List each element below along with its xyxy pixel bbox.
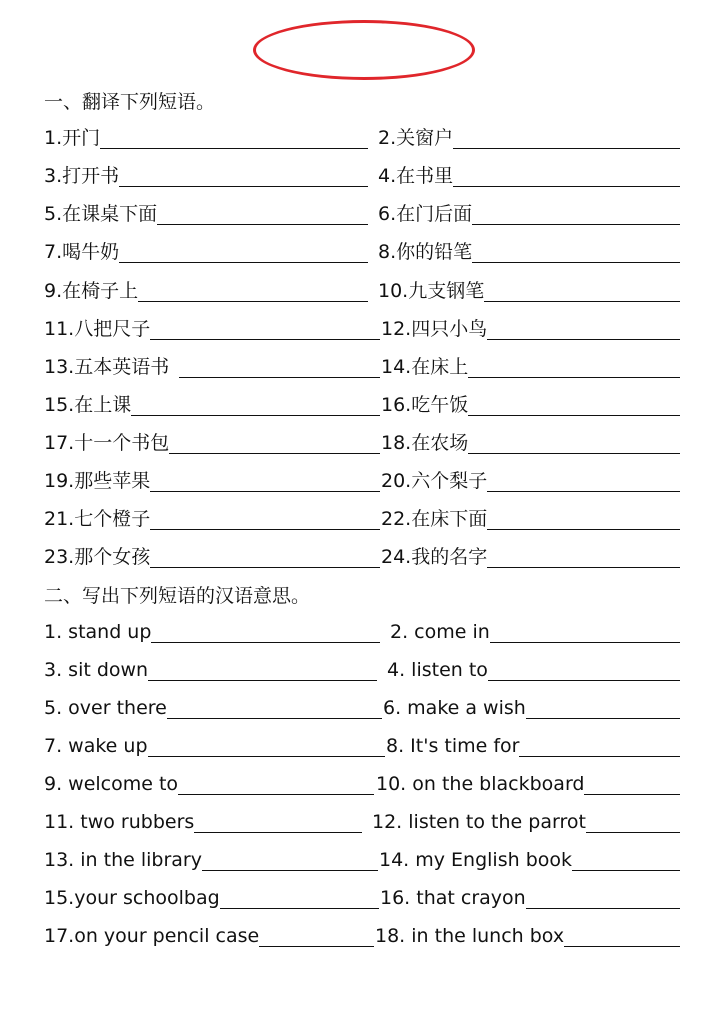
item-label: 1.开门 — [44, 127, 101, 149]
answer-blank[interactable] — [488, 680, 680, 681]
answer-blank[interactable] — [584, 794, 680, 795]
section2-row — [44, 808, 680, 836]
section2-item — [375, 922, 680, 950]
section2-item — [44, 732, 385, 760]
section1-item — [378, 238, 680, 266]
section1-row — [44, 238, 680, 266]
section2-item — [44, 618, 380, 646]
section2-item — [376, 770, 680, 798]
item-label: 10. on the blackboard — [376, 773, 585, 795]
item-label: 4.在书里 — [378, 165, 454, 187]
section1-item — [381, 353, 680, 381]
answer-blank[interactable] — [468, 377, 680, 378]
answer-blank[interactable] — [150, 339, 380, 340]
section1-item — [381, 505, 680, 533]
item-label: 5.在课桌下面 — [44, 203, 158, 225]
section1-item — [381, 315, 680, 343]
section2-row — [44, 732, 680, 760]
item-label: 24.我的名字 — [381, 546, 488, 568]
section1-item — [44, 238, 368, 266]
section1-item — [381, 467, 680, 495]
item-label: 13. in the library — [44, 849, 202, 871]
section1-row — [44, 353, 680, 381]
answer-blank[interactable] — [138, 301, 368, 302]
answer-blank[interactable] — [202, 870, 378, 871]
section1-item — [378, 200, 680, 228]
item-label: 17.十一个书包 — [44, 432, 170, 454]
answer-blank[interactable] — [148, 756, 385, 757]
answer-blank[interactable] — [131, 415, 380, 416]
item-label: 7.喝牛奶 — [44, 241, 120, 263]
section1-item — [44, 277, 368, 305]
section1-item — [44, 467, 380, 495]
answer-blank[interactable] — [586, 832, 680, 833]
section2-item — [44, 884, 379, 912]
section1-row — [44, 315, 680, 343]
section1-item — [44, 353, 380, 381]
answer-blank[interactable] — [526, 908, 680, 909]
section2-row — [44, 846, 680, 874]
answer-blank[interactable] — [468, 415, 680, 416]
item-label: 19.那些苹果 — [44, 470, 151, 492]
answer-blank[interactable] — [194, 832, 362, 833]
section1-item — [378, 162, 680, 190]
item-label: 18.在农场 — [381, 432, 469, 454]
section1-item — [378, 277, 680, 305]
item-label: 5. over there — [44, 697, 167, 719]
answer-blank[interactable] — [169, 453, 380, 454]
item-label: 17.on your pencil case — [44, 925, 260, 947]
section2-item — [44, 808, 362, 836]
section1-row — [44, 200, 680, 228]
item-label: 22.在床下面 — [381, 508, 488, 530]
item-label: 16.吃午饭 — [381, 394, 469, 416]
answer-blank[interactable] — [472, 262, 680, 263]
answer-blank[interactable] — [151, 642, 380, 643]
item-label: 20.六个梨子 — [381, 470, 488, 492]
section1-item — [44, 543, 380, 571]
section1-item — [44, 162, 368, 190]
item-label: 2.关窗户 — [378, 127, 454, 149]
answer-blank[interactable] — [150, 567, 380, 568]
section2-item — [386, 732, 680, 760]
section2-item — [44, 694, 382, 722]
section1-item — [44, 391, 380, 419]
answer-blank[interactable] — [150, 491, 380, 492]
section1-row — [44, 162, 680, 190]
item-label: 12.四只小鸟 — [381, 318, 488, 340]
answer-blank[interactable] — [220, 908, 379, 909]
section1-item — [381, 429, 680, 457]
answer-blank[interactable] — [119, 262, 368, 263]
item-label: 2. come in — [390, 621, 490, 643]
section1-row — [44, 467, 680, 495]
answer-blank[interactable] — [472, 224, 680, 225]
item-label: 10.九支钢笔 — [378, 280, 485, 302]
answer-blank[interactable] — [157, 224, 368, 225]
section1-row — [44, 277, 680, 305]
answer-blank[interactable] — [150, 529, 380, 530]
section2-item — [44, 846, 378, 874]
section2-row — [44, 618, 680, 646]
section1-item — [44, 124, 368, 152]
section1-row — [44, 505, 680, 533]
item-label: 8. It's time for — [386, 735, 520, 757]
section2-row — [44, 656, 680, 684]
answer-blank[interactable] — [259, 946, 374, 947]
item-label: 21.七个橙子 — [44, 508, 151, 530]
section2-item — [380, 884, 680, 912]
answer-blank[interactable] — [490, 642, 680, 643]
item-label: 11. two rubbers — [44, 811, 195, 833]
section2-item — [44, 656, 377, 684]
section2-item — [383, 694, 680, 722]
section1-item — [381, 543, 680, 571]
item-label: 16. that crayon — [380, 887, 526, 909]
answer-blank[interactable] — [179, 377, 380, 378]
answer-blank[interactable] — [178, 794, 374, 795]
answer-blank[interactable] — [519, 756, 680, 757]
item-label: 4. listen to — [387, 659, 488, 681]
answer-blank[interactable] — [487, 339, 680, 340]
answer-blank[interactable] — [148, 680, 377, 681]
section1-item — [44, 315, 380, 343]
answer-blank[interactable] — [564, 946, 680, 947]
item-label: 11.八把尺子 — [44, 318, 151, 340]
item-label: 3. sit down — [44, 659, 149, 681]
item-label: 13.五本英语书 — [44, 356, 170, 378]
section1-item — [44, 429, 380, 457]
section2-row — [44, 922, 680, 950]
answer-blank[interactable] — [100, 148, 368, 149]
answer-blank[interactable] — [484, 301, 680, 302]
section1-item — [44, 505, 380, 533]
item-label: 6. make a wish — [383, 697, 526, 719]
section2-row — [44, 770, 680, 798]
section1-item — [381, 391, 680, 419]
title-oval — [253, 20, 475, 80]
item-label: 14. my English book — [379, 849, 573, 871]
item-label: 6.在门后面 — [378, 203, 473, 225]
item-label: 3.打开书 — [44, 165, 120, 187]
section2-row — [44, 884, 680, 912]
section2-item — [390, 618, 680, 646]
answer-blank[interactable] — [526, 718, 680, 719]
item-label: 15.在上课 — [44, 394, 132, 416]
answer-blank[interactable] — [468, 453, 680, 454]
item-label: 8.你的铅笔 — [378, 241, 473, 263]
answer-blank[interactable] — [453, 148, 680, 149]
section2-item — [379, 846, 680, 874]
answer-blank[interactable] — [487, 567, 680, 568]
section1-item — [378, 124, 680, 152]
section1-row — [44, 124, 680, 152]
item-label: 14.在床上 — [381, 356, 469, 378]
answer-blank[interactable] — [453, 186, 680, 187]
answer-blank[interactable] — [487, 529, 680, 530]
section2-row — [44, 694, 680, 722]
item-label: 23.那个女孩 — [44, 546, 151, 568]
item-label: 18. in the lunch box — [375, 925, 565, 947]
item-label: 9. welcome to — [44, 773, 179, 795]
section1-row — [44, 543, 680, 571]
section2-item — [44, 770, 374, 798]
answer-blank[interactable] — [487, 491, 680, 492]
section2-item — [44, 922, 374, 950]
answer-blank[interactable] — [119, 186, 368, 187]
answer-blank[interactable] — [572, 870, 680, 871]
answer-blank[interactable] — [167, 718, 382, 719]
item-label: 15.your schoolbag — [44, 887, 220, 909]
item-label: 9.在椅子上 — [44, 280, 139, 302]
item-label: 12. listen to the parrot — [372, 811, 586, 833]
item-label: 7. wake up — [44, 735, 148, 757]
section1-row — [44, 429, 680, 457]
section1-item — [44, 200, 368, 228]
section2-title: 二、写出下列短语的汉语意思。 — [44, 585, 311, 607]
section2-item — [372, 808, 680, 836]
item-label: 1. stand up — [44, 621, 152, 643]
section1-row — [44, 391, 680, 419]
section1-title: 一、翻译下列短语。 — [44, 91, 216, 113]
section2-item — [387, 656, 680, 684]
